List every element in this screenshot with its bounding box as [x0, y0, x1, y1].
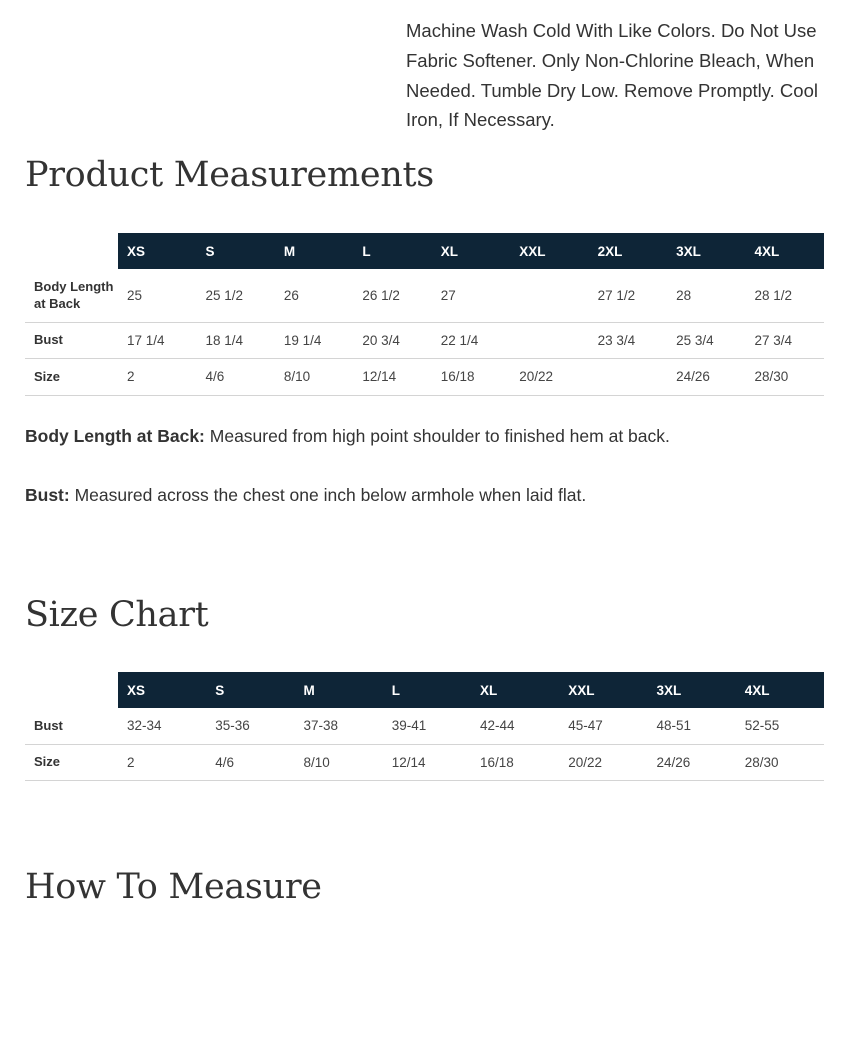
table-cell: 17 1/4: [118, 322, 196, 358]
table-cell: 26: [275, 269, 353, 322]
table-cell: 20/22: [559, 744, 647, 780]
column-header: M: [275, 233, 353, 269]
table-cell: 8/10: [295, 744, 383, 780]
table-cell: 28: [667, 269, 745, 322]
product-measurements-heading: Product Measurements: [25, 155, 434, 195]
table-row: [25, 322, 824, 358]
column-header: XS: [118, 233, 196, 269]
column-header: 3XL: [648, 672, 736, 708]
table-cell: 12/14: [353, 358, 431, 395]
table-cell: 27: [432, 269, 510, 322]
column-header: XL: [432, 233, 510, 269]
table-cell: 48-51: [648, 708, 736, 744]
row-label: Size: [25, 744, 118, 780]
column-header: XS: [118, 672, 206, 708]
care-instructions: Machine Wash Cold With Like Colors. Do Not Use Fabric Softener. Only Non-Chlorine Bleach, When Needed. Tumble Dry Low. Remove Promptly. Cool Iron, If Necessary.: [406, 20, 818, 131]
table-cell: 52-55: [736, 708, 824, 744]
table-cell: 42-44: [471, 708, 559, 744]
table-cell: 39-41: [383, 708, 471, 744]
table-cell: 20 3/4: [353, 322, 431, 358]
table-cell: 4/6: [206, 744, 294, 780]
column-header: L: [353, 233, 431, 269]
table-header-row: [25, 672, 824, 708]
table-cell: [510, 269, 588, 322]
table-cell: 23 3/4: [589, 322, 667, 358]
column-header: 3XL: [667, 233, 745, 269]
column-header: XXL: [559, 672, 647, 708]
table-cell: 12/14: [383, 744, 471, 780]
table-row: [25, 744, 824, 780]
table-cell: 16/18: [432, 358, 510, 395]
table-cell: 28/30: [736, 744, 824, 780]
table-row: [25, 708, 824, 744]
table-row: [25, 269, 824, 322]
table-cell: 25: [118, 269, 196, 322]
table-cell: 2: [118, 744, 206, 780]
table-cell: 2: [118, 358, 196, 395]
note-term: Body Length at Back:: [25, 426, 205, 446]
size-chart-heading: Size Chart: [25, 595, 209, 635]
table-cell: 35-36: [206, 708, 294, 744]
table-cell: 19 1/4: [275, 322, 353, 358]
table-cell: 32-34: [118, 708, 206, 744]
table-cell: 28 1/2: [746, 269, 825, 322]
table-cell: 4/6: [196, 358, 274, 395]
row-label: Bust: [25, 708, 118, 744]
table-cell: 24/26: [648, 744, 736, 780]
table-corner-cell: [25, 233, 118, 269]
table-row: [25, 358, 824, 395]
table-cell: 37-38: [295, 708, 383, 744]
table-cell: 22 1/4: [432, 322, 510, 358]
table-cell: 16/18: [471, 744, 559, 780]
note-term: Bust:: [25, 485, 70, 505]
table-cell: 25 1/2: [196, 269, 274, 322]
column-header: 4XL: [736, 672, 824, 708]
size-chart-table: [25, 672, 824, 781]
column-header: XXL: [510, 233, 588, 269]
table-cell: 18 1/4: [196, 322, 274, 358]
column-header: S: [196, 233, 274, 269]
column-header: S: [206, 672, 294, 708]
table-corner-cell: [25, 672, 118, 708]
table-cell: 45-47: [559, 708, 647, 744]
note-text: Measured from high point shoulder to finished hem at back.: [204, 426, 670, 446]
note-text: Measured across the chest one inch below armhole when laid flat.: [69, 485, 587, 505]
table-cell: 27 1/2: [589, 269, 667, 322]
column-header: M: [295, 672, 383, 708]
table-cell: 24/26: [667, 358, 745, 395]
table-cell: [510, 322, 588, 358]
table-cell: 8/10: [275, 358, 353, 395]
body-length-note: [25, 426, 670, 447]
table-cell: 20/22: [510, 358, 588, 395]
table-cell: 26 1/2: [353, 269, 431, 322]
column-header: 4XL: [746, 233, 825, 269]
row-label: Size: [25, 358, 118, 395]
table-header-row: [25, 233, 824, 269]
table-cell: 28/30: [746, 358, 825, 395]
table-cell: 27 3/4: [746, 322, 825, 358]
how-to-measure-heading: How To Measure: [25, 867, 322, 907]
table-cell: 25 3/4: [667, 322, 745, 358]
table-cell: [589, 358, 667, 395]
column-header: L: [383, 672, 471, 708]
bust-note: [25, 485, 586, 506]
row-label: Bust: [25, 322, 118, 358]
column-header: XL: [471, 672, 559, 708]
product-measurements-table: [25, 233, 824, 396]
column-header: 2XL: [589, 233, 667, 269]
row-label: Body Length at Back: [25, 269, 118, 322]
